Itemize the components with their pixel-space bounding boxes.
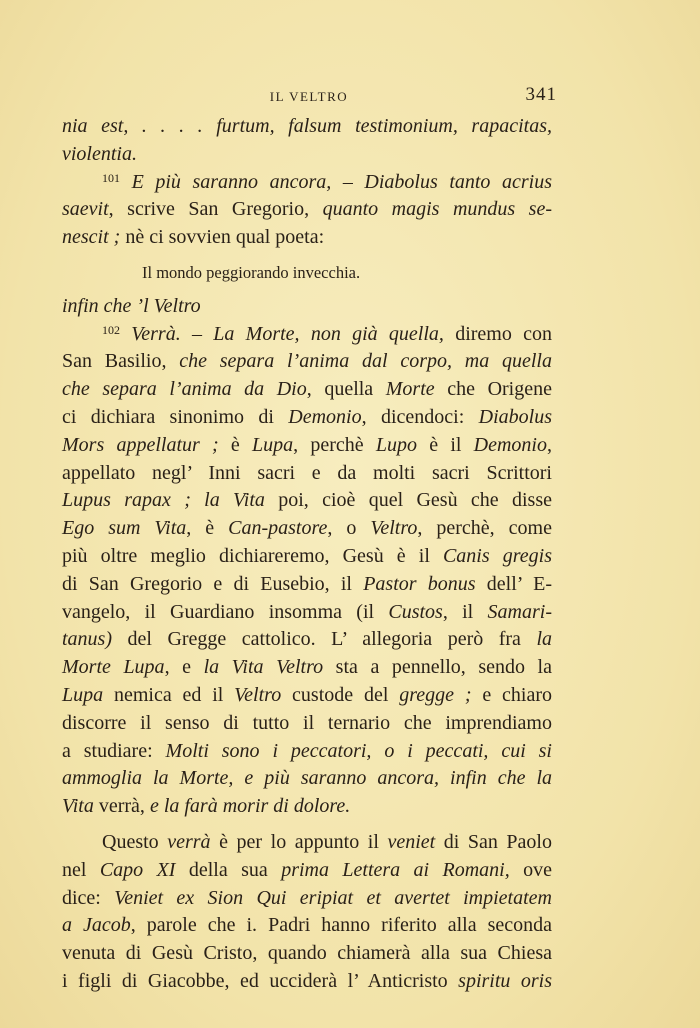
text-segment: gregge ; [399, 683, 472, 706]
text-line [62, 543, 552, 571]
text-segment: nemica ed il [103, 683, 235, 706]
text-line [62, 404, 552, 432]
text-segment: verrà [167, 830, 211, 853]
text-segment: Can-pastore [228, 517, 328, 540]
text-segment: Lupa [62, 683, 104, 706]
text-segment: ci dichiara sinonimo di [62, 405, 289, 428]
text-segment: saevit [62, 198, 109, 221]
text-segment: ammoglia la Morte, e più saranno ancora, infin che la [62, 767, 552, 790]
body-text [62, 113, 552, 996]
text-segment: , dicendoci: [361, 405, 479, 428]
text-segment: più oltre meglio dichiareremo, Gesù è il [62, 544, 443, 567]
text-segment: veniet [387, 830, 436, 853]
text-segment: e chiaro [471, 683, 552, 706]
text-segment: Pastor bonus [363, 572, 476, 595]
text-segment: la Vita Veltro [203, 656, 324, 679]
text-segment: a Jacob [62, 914, 131, 937]
text-line [62, 738, 552, 766]
text-segment: i figli di Giacobbe, ed ucciderà l’ Anticristo [62, 969, 459, 992]
text-line [62, 912, 552, 940]
text-segment: Vita [62, 795, 94, 818]
text-line [62, 487, 552, 515]
text-line [62, 376, 552, 404]
text-line [62, 571, 552, 599]
text-segment: , o [327, 517, 371, 540]
text-line [62, 113, 552, 141]
text-segment: Canis gregis [442, 544, 552, 567]
text-line [62, 940, 552, 968]
text-segment: e la farà morir di dolore. [149, 795, 351, 818]
page-header [62, 84, 556, 108]
text-segment: infin che ’l Veltro [62, 294, 201, 317]
text-line [62, 710, 552, 738]
text-segment: Demonio [288, 405, 362, 428]
text-segment: prima Lettera ai Romani, [281, 858, 510, 881]
page-number: 341 [525, 84, 557, 105]
text-segment: verrà, [93, 795, 150, 818]
text-segment: poi, cioè quel Gesù che disse [264, 489, 552, 512]
text-segment: E più saranno ancora, – Diabolus tanto acrius [120, 170, 552, 193]
text-segment: che Origene [434, 378, 552, 401]
text-segment: Veltro [234, 683, 282, 706]
text-segment: San Basilio, [62, 350, 180, 373]
text-line [62, 765, 552, 793]
text-segment: , [547, 433, 552, 456]
text-segment: appellato negl’ Inni sacri e da molti sacri Scrittori [62, 461, 552, 484]
text-segment: è per lo appunto il [210, 830, 388, 853]
text-segment: è [218, 433, 252, 456]
text-segment: venuta di Gesù Cristo, quando chiamerà alla sua Chiesa [62, 942, 552, 965]
text-segment: Veltro [370, 517, 418, 540]
text-segment: Veniet ex Sion Qui eripiat et avertet impietatem [114, 886, 552, 909]
text-segment: Mors appellatur ; [62, 433, 219, 456]
text-segment: diremo con [443, 322, 552, 345]
text-segment: Molti sono i peccatori, o i peccati, cui si [165, 739, 552, 762]
text-line [62, 599, 552, 627]
text-segment: quanto magis mundus se- [322, 198, 552, 221]
text-segment: Verrà. – La Morte, non già quella, [120, 322, 444, 345]
text-line [62, 968, 552, 996]
text-segment: nia est, . . . . furtum, falsum testimonium, rapacitas, [62, 115, 552, 137]
text-segment: , scrive San Gregorio, [108, 198, 323, 221]
text-line [62, 515, 552, 543]
text-segment: Questo [102, 830, 168, 853]
text-line [62, 293, 552, 321]
text-segment: dice: [62, 886, 115, 909]
text-segment: Lupa [252, 433, 294, 456]
text-segment: a studiare: [62, 739, 166, 762]
text-segment: discorre il senso di tutto il ternario che imprendiamo [62, 711, 552, 734]
text-segment: Il mondo peggiorando invecchia. [142, 262, 361, 282]
text-line [62, 654, 552, 682]
running-head: IL VELTRO [269, 89, 349, 104]
text-line [62, 793, 552, 821]
text-segment: Morte [385, 378, 435, 401]
note-number: 101 [102, 170, 120, 185]
text-segment: che separa l’anima dal corpo, ma quella [179, 350, 552, 373]
text-segment: nescit ; [62, 226, 121, 249]
text-line [62, 259, 552, 287]
text-line [62, 829, 552, 857]
text-segment: Lupus rapax ; la Vita [62, 489, 265, 512]
text-line [62, 321, 552, 349]
text-segment: Ego sum Vita [62, 517, 187, 540]
text-segment: spiritu oris [458, 969, 552, 992]
text-segment: Lupo [375, 433, 417, 456]
text-line [62, 141, 552, 169]
text-segment: , parole che i. Padri hanno riferito alla seconda [130, 914, 552, 937]
text-segment: , il [442, 600, 488, 623]
text-segment: Demonio [473, 433, 547, 456]
text-segment: vangelo, il Guardiano insomma (il [62, 600, 389, 623]
text-segment: violentia. [62, 142, 137, 165]
text-segment: , perchè, come [417, 517, 552, 540]
text-line [62, 224, 552, 252]
text-line [62, 169, 552, 197]
text-segment: Morte Lupa [62, 656, 165, 679]
note-number: 102 [102, 322, 120, 337]
text-segment: Diabolus [478, 405, 552, 428]
text-segment: dell’ E- [475, 572, 553, 595]
text-segment: , perchè [293, 433, 376, 456]
text-segment: nel [62, 858, 100, 881]
text-segment: sta a pennello, sendo la [323, 656, 552, 679]
text-segment: ove [509, 858, 553, 881]
text-segment: Samari- [487, 600, 552, 623]
text-segment: , è [186, 517, 229, 540]
text-line [62, 432, 552, 460]
text-segment: del Gregge cattolico. L’ allegoria però fra [112, 628, 537, 651]
text-segment: nè ci sovvien qual poeta: [120, 226, 325, 249]
text-segment: custode del [281, 683, 400, 706]
text-segment: Capo XI [99, 858, 176, 881]
text-line [62, 682, 552, 710]
text-line [62, 857, 552, 885]
text-line [62, 196, 552, 224]
text-segment: di San Paolo [435, 830, 552, 853]
text-line [62, 348, 552, 376]
text-segment: di San Gregorio e di Eusebio, il [62, 572, 364, 595]
text-segment: Custos [388, 600, 443, 623]
text-segment: è il [417, 433, 474, 456]
text-line [62, 460, 552, 488]
text-segment: , quella [306, 378, 386, 401]
text-segment: della sua [175, 858, 282, 881]
text-segment: la [536, 628, 552, 651]
text-segment: che separa l’anima da Dio [62, 378, 307, 401]
text-line [62, 626, 552, 654]
text-segment: tanus) [62, 628, 112, 651]
text-line [62, 885, 552, 913]
text-segment: , e [164, 656, 204, 679]
